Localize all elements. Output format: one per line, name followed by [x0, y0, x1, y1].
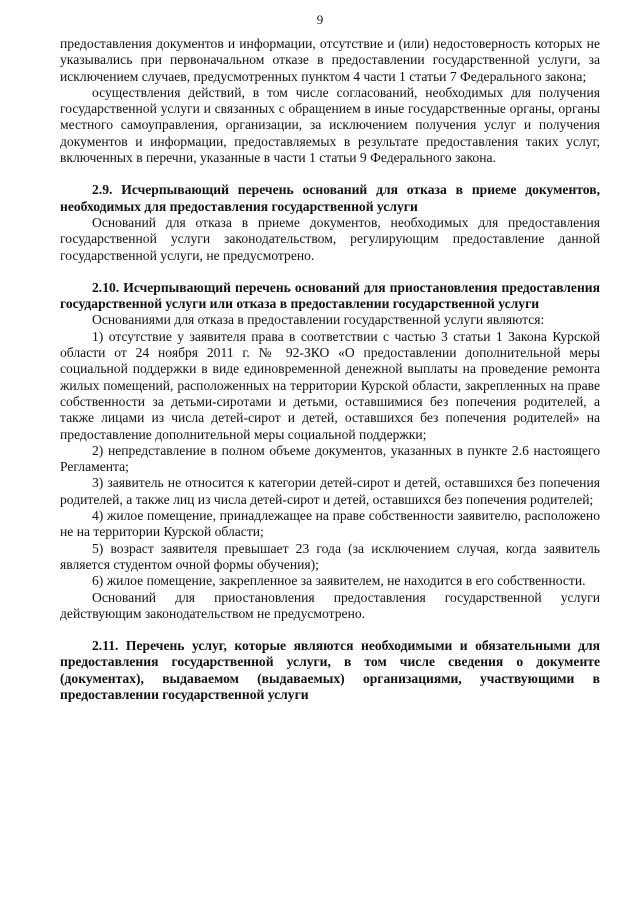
list-item: 6) жилое помещение, закрепленное за заявителем, не находится в его собственности. — [92, 573, 586, 589]
list-item: 2) непредставление в полном объеме документов, указанных в пункте 2.6 настоящего Регламента; — [60, 442, 600, 475]
section-2-10-lead: Основаниями для отказа в предоставлении государственной услуги являются: — [92, 312, 545, 328]
page-number: 9 — [316, 12, 324, 27]
section-2-10-closing: Оснований для приостановления предоставления государственной услуги действующим законодательством не предусмотрено. — [60, 589, 600, 621]
section-2-11-heading: 2.11. Перечень услуг, которые являются необходимыми и обязательными для предоставления государственной услуги, в том числе сведения о документе (документах), выдаваемом (выдаваемых) организациями, участвующими в предоставлении государственной услуги — [60, 638, 600, 702]
intro-paragraph-1: предоставления документов и информации, отсутствие и (или) недостоверность которых не указывались при первоначальном отказе в предоставлении государственной услуги, за исключением случаев, предусмотренных пунктом 4 части 1 статьи 7 Федерального закона; — [60, 36, 600, 84]
section-2-9-heading: 2.9. Исчерпывающий перечень оснований для отказа в приеме документов, необходимых для предоставления государственной услуги — [60, 182, 600, 214]
list-item: 5) возраст заявителя превышает 23 года (за исключением случая, когда заявитель является студентом очной формы обучения); — [60, 540, 600, 572]
intro-paragraph-2: осуществления действий, в том числе согласований, необходимых для получения государственной услуги и связанных с обращением в иные государственные органы, органы местного самоуправления, организации, за исключением получения услуг и получения документов и информации, предоставляемых в результате предоставления таких услуг, включенных в перечни, указанные в части 1 статьи 9 Федерального закона. — [60, 84, 600, 166]
list-item: 1) отсутствие у заявителя права в соответствии с частью 3 статьи 1 Закона Курской области от 24 ноября 2011 г. № 92-ЗКО «О предоставлении дополнительной меры социальной поддержки в виде единовременной денежной выплаты на проведение ремонта жилых помещений, расположенных на территории Курской области, закрепленных на праве собственности за детьми-сиротами и детьми, оставшимися без попечения родителей, а также лицами из числа детей-сирот и детей, оставшихся без попечения родителей» на предоставление дополнительной меры социальной поддержки; — [60, 328, 600, 442]
list-item: 3) заявитель не относится к категории детей-сирот и детей, оставшихся без попечения родителей, а также лиц из числа детей-сирот и детей, оставшихся без попечения родителей; — [60, 475, 600, 507]
section-2-9-text: Оснований для отказа в приеме документов, необходимых для предоставления государственной услуги законодательством, регулирующим предоставление данной государственной услуги, не предусмотрено. — [60, 214, 600, 263]
section-2-10-heading: 2.10. Исчерпывающий перечень оснований для приостановления предоставления государственной услуги или отказа в предоставлении государственной услуги — [60, 279, 600, 312]
list-item: 4) жилое помещение, принадлежащее на праве собственности заявителю, расположено не на территории Курской области; — [60, 508, 600, 540]
